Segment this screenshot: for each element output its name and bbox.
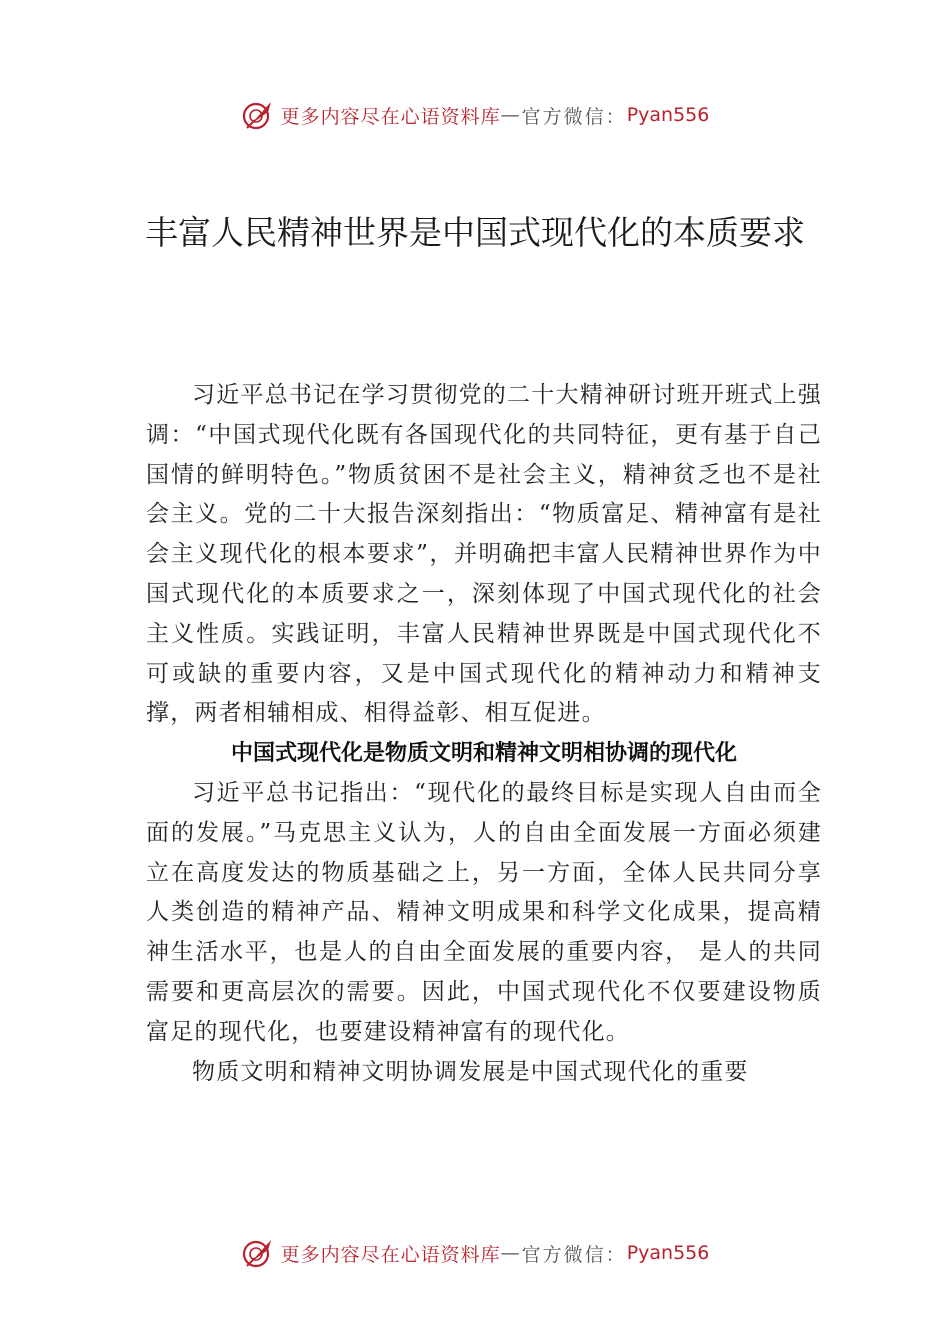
watermark-account: Pyan556 xyxy=(626,104,710,126)
header-watermark xyxy=(0,98,950,132)
document-title: 丰富人民精神世界是中国式现代化的本质要求 xyxy=(145,213,805,252)
quill-logo-icon xyxy=(241,98,275,132)
watermark-brand: 更多内容尽在心语资料库 xyxy=(280,1243,501,1266)
intro-paragraph: 习近平总书记在学习贯彻党的二十大精神研讨班开班式上强调：“中国式现代化既有各国现代化的共同特征，更有基于自己国情的鲜明特色。”物质贫困不是社会主义，精神贫乏也不是社会主义。党的二十大报告深刻指出：“物质富足、精神富有是社会主义现代化的根本要求”，并明确把丰富人民精神世界作为中国式现代化的本质要求之一，深刻体现了中国式现代化的社会主义性质。实践证明，丰富人民精神世界既是中国式现代化不可或缺的重要内容，又是中国式现代化的精神动力和精神支撑，两者相辅相成、相得益彰、相互促进。 xyxy=(146,382,822,727)
watermark-official: 官方微信： xyxy=(521,105,627,128)
watermark-official: 官方微信： xyxy=(521,1243,627,1266)
section-paragraph: 习近平总书记指出：“现代化的最终目标是实现人自由而全面的发展。”马克思主义认为，人的自由全面发展一方面必须建立在高度发达的物质基础之上，另一方面，全体人民共同分享人类创造的精神产品、精神文明成果和科学文化成果，提高精神生活水平，也是人的自由全面发展的重要内容， 是人的共同需要和更高层次的需要。因此，中国式现代化不仅要建设物质富足的现代化，也要建设精神富有的现代化。 xyxy=(146,779,822,1045)
quill-logo-icon xyxy=(241,1236,275,1270)
document-body xyxy=(146,376,822,1092)
watermark-account: Pyan556 xyxy=(626,1242,710,1264)
watermark-separator: — xyxy=(500,104,522,126)
section-heading: 中国式现代化是物质文明和精神文明相协调的现代化 xyxy=(230,741,737,767)
footer-watermark xyxy=(0,1236,950,1270)
section-paragraph: 物质文明和精神文明协调发展是中国式现代化的重要 xyxy=(192,1058,749,1085)
watermark-brand: 更多内容尽在心语资料库 xyxy=(280,105,501,128)
watermark-separator: — xyxy=(500,1242,522,1264)
